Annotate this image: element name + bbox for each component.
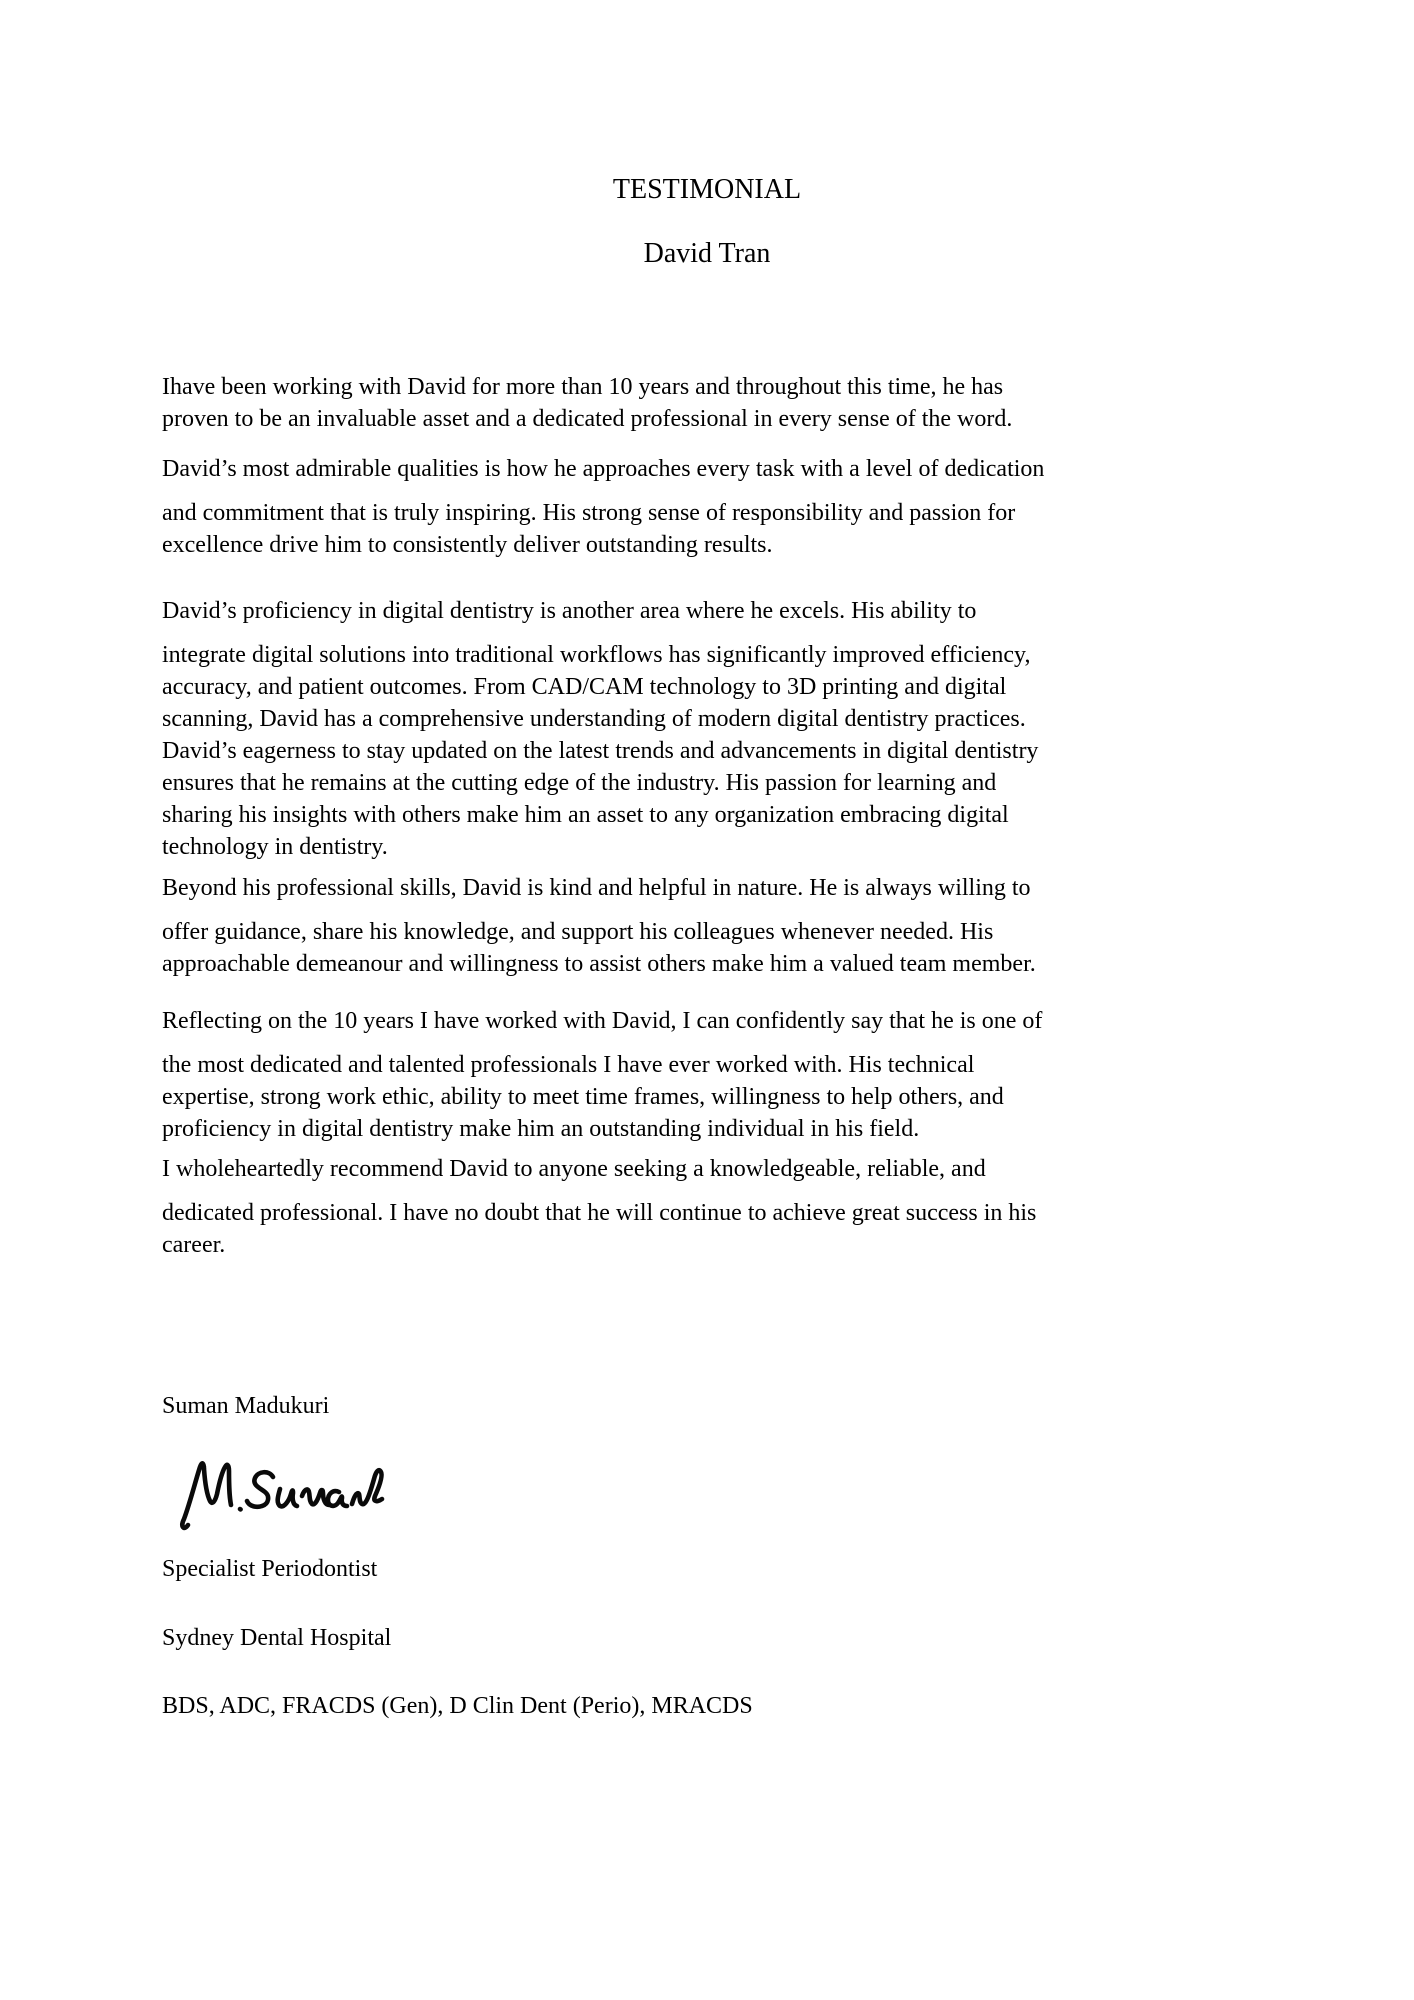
letter-content: [162, 172, 1252, 1722]
paragraph-line: David’s eagerness to stay updated on the latest trends and advancements in digital dentistry: [162, 738, 1039, 764]
testimonial-paragraph-2: [162, 453, 1252, 561]
paragraph-line: technology in dentistry.: [162, 834, 388, 860]
signature-icon: [176, 1455, 386, 1535]
paragraph-line: Ihave been working with David for more than 10 years and throughout this time, he has: [162, 374, 1004, 400]
testimonial-paragraph-5: [162, 1005, 1252, 1145]
paragraph-line: Beyond his professional skills, David is kind and helpful in nature. He is always willing to: [162, 875, 1031, 901]
paragraph-line: ensures that he remains at the cutting edge of the industry. His passion for learning and: [162, 770, 997, 796]
paragraph-line: Reflecting on the 10 years I have worked with David, I can confidently say that he is one of: [162, 1008, 1043, 1034]
testimonial-paragraph-1: [162, 371, 1252, 435]
paragraph-line: sharing his insights with others make him an asset to any organization embracing digital: [162, 802, 1009, 828]
testimonial-paragraph-3: [162, 595, 1252, 863]
paragraph-line: dedicated professional. I have no doubt that he will continue to achieve great success in his: [162, 1200, 1037, 1226]
paragraph-line: accuracy, and patient outcomes. From CAD/CAM technology to 3D printing and digital: [162, 674, 1007, 700]
paragraph-line: scanning, David has a comprehensive understanding of modern digital dentistry practices.: [162, 706, 1026, 732]
signer-role: Specialist Periodontist: [162, 1556, 378, 1582]
paragraph-line: proficiency in digital dentistry make him an outstanding individual in his field.: [162, 1116, 920, 1142]
paragraph-line: I wholeheartedly recommend David to anyone seeking a knowledgeable, reliable, and: [162, 1156, 986, 1182]
paragraph-line: and commitment that is truly inspiring. His strong sense of responsibility and passion for: [162, 500, 1016, 526]
paragraph-line: offer guidance, share his knowledge, and support his colleagues whenever needed. His: [162, 919, 994, 945]
paragraph-line: David’s most admirable qualities is how he approaches every task with a level of dedication: [162, 456, 1045, 482]
signer-name: Suman Madukuri: [162, 1393, 330, 1419]
paragraph-line: excellence drive him to consistently deliver outstanding results.: [162, 532, 773, 558]
handwritten-signature-image: [176, 1455, 386, 1535]
paragraph-line: approachable demeanour and willingness to assist others make him a valued team member.: [162, 951, 1036, 977]
document-title: TESTIMONIAL: [612, 174, 802, 205]
paragraph-line: the most dedicated and talented professionals I have ever worked with. His technical: [162, 1052, 975, 1078]
paragraph-line: proven to be an invaluable asset and a dedicated professional in every sense of the word.: [162, 406, 1013, 432]
testimonial-paragraph-6: [162, 1153, 1252, 1261]
signer-organization: Sydney Dental Hospital: [162, 1625, 392, 1651]
testimonial-paragraph-4: [162, 872, 1252, 980]
paragraph-line: career.: [162, 1232, 226, 1258]
paragraph-line: David’s proficiency in digital dentistry is another area where he excels. His ability to: [162, 598, 977, 624]
signer-credentials: BDS, ADC, FRACDS (Gen), D Clin Dent (Perio), MRACDS: [162, 1693, 753, 1719]
paragraph-line: integrate digital solutions into traditional workflows has significantly improved efficiency,: [162, 642, 1031, 668]
paragraph-line: expertise, strong work ethic, ability to meet time frames, willingness to help others, and: [162, 1084, 1004, 1110]
document-subtitle: David Tran: [643, 238, 771, 269]
